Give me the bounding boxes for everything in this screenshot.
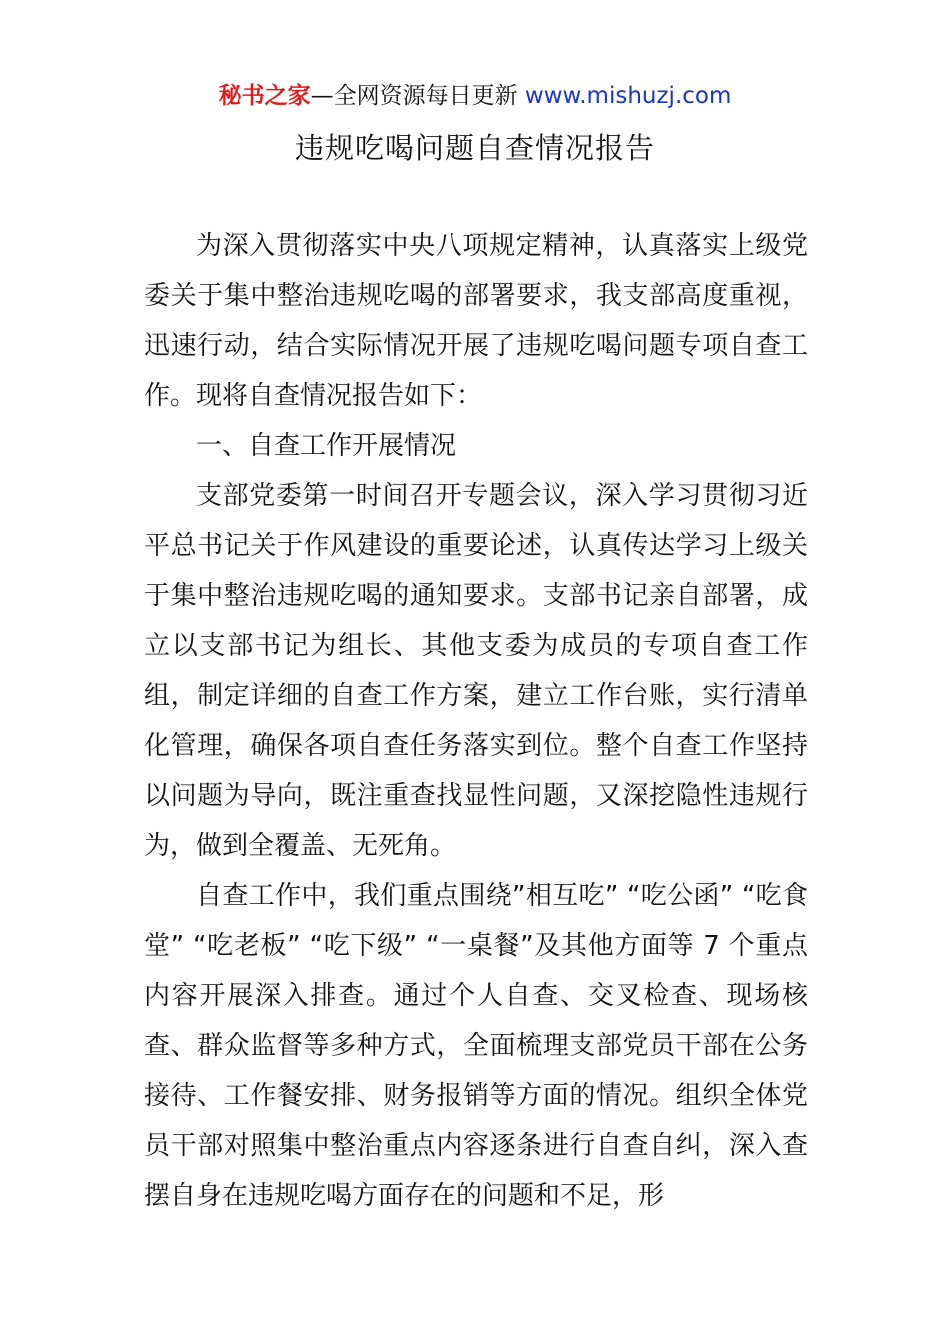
section-heading-1: 一、自查工作开展情况 — [196, 431, 457, 461]
site-brand: 秘书之家 — [218, 83, 311, 109]
paragraph-section-1-b: 自查工作中，我们重点围绕”相互吃” “吃公函” “吃食堂” “吃老板” “吃下级” “一桌餐”及其他方面等 7 个重点内容开展深入排查。通过个人自查、交叉检查、现场核查、群众监督等多种方式，全面梳理支部党员干部在公务接待、工作餐安排、财务报销等方面的情况。组织全体党员干部对照集中整治重点内容逐条进行自查自纠，深入查摆自身在违规吃喝方面存在的问题和不足，形 — [144, 881, 808, 1211]
paragraph-section-1-a: 支部党委第一时间召开专题会议，深入学习贯彻习近平总书记关于作风建设的重要论述，认真传达学习上级关于集中整治违规吃喝的通知要求。支部书记亲自部署，成立以支部书记为组长、其他支委为成员的专项自查工作组，制定详细的自查工作方案，建立工作台账，实行清单化管理，确保各项自查任务落实到位。整个自查工作坚持以问题为导向，既注重查找显性问题，又深挖隐性违规行为，做到全覆盖、无死角。 — [144, 481, 808, 861]
site-tagline: —全网资源每日更新 — [310, 83, 518, 109]
document-title: 违规吃喝问题自查情况报告 — [294, 131, 655, 165]
site-header — [0, 78, 950, 114]
paragraph-intro: 为深入贯彻落实中央八项规定精神，认真落实上级党委关于集中整治违规吃喝的部署要求，我支部高度重视，迅速行动，结合实际情况开展了违规吃喝问题专项自查工作。现将自查情况报告如下： — [144, 231, 808, 411]
site-url[interactable]: www.mishuzj.com — [524, 83, 732, 109]
document-body — [144, 221, 808, 1221]
